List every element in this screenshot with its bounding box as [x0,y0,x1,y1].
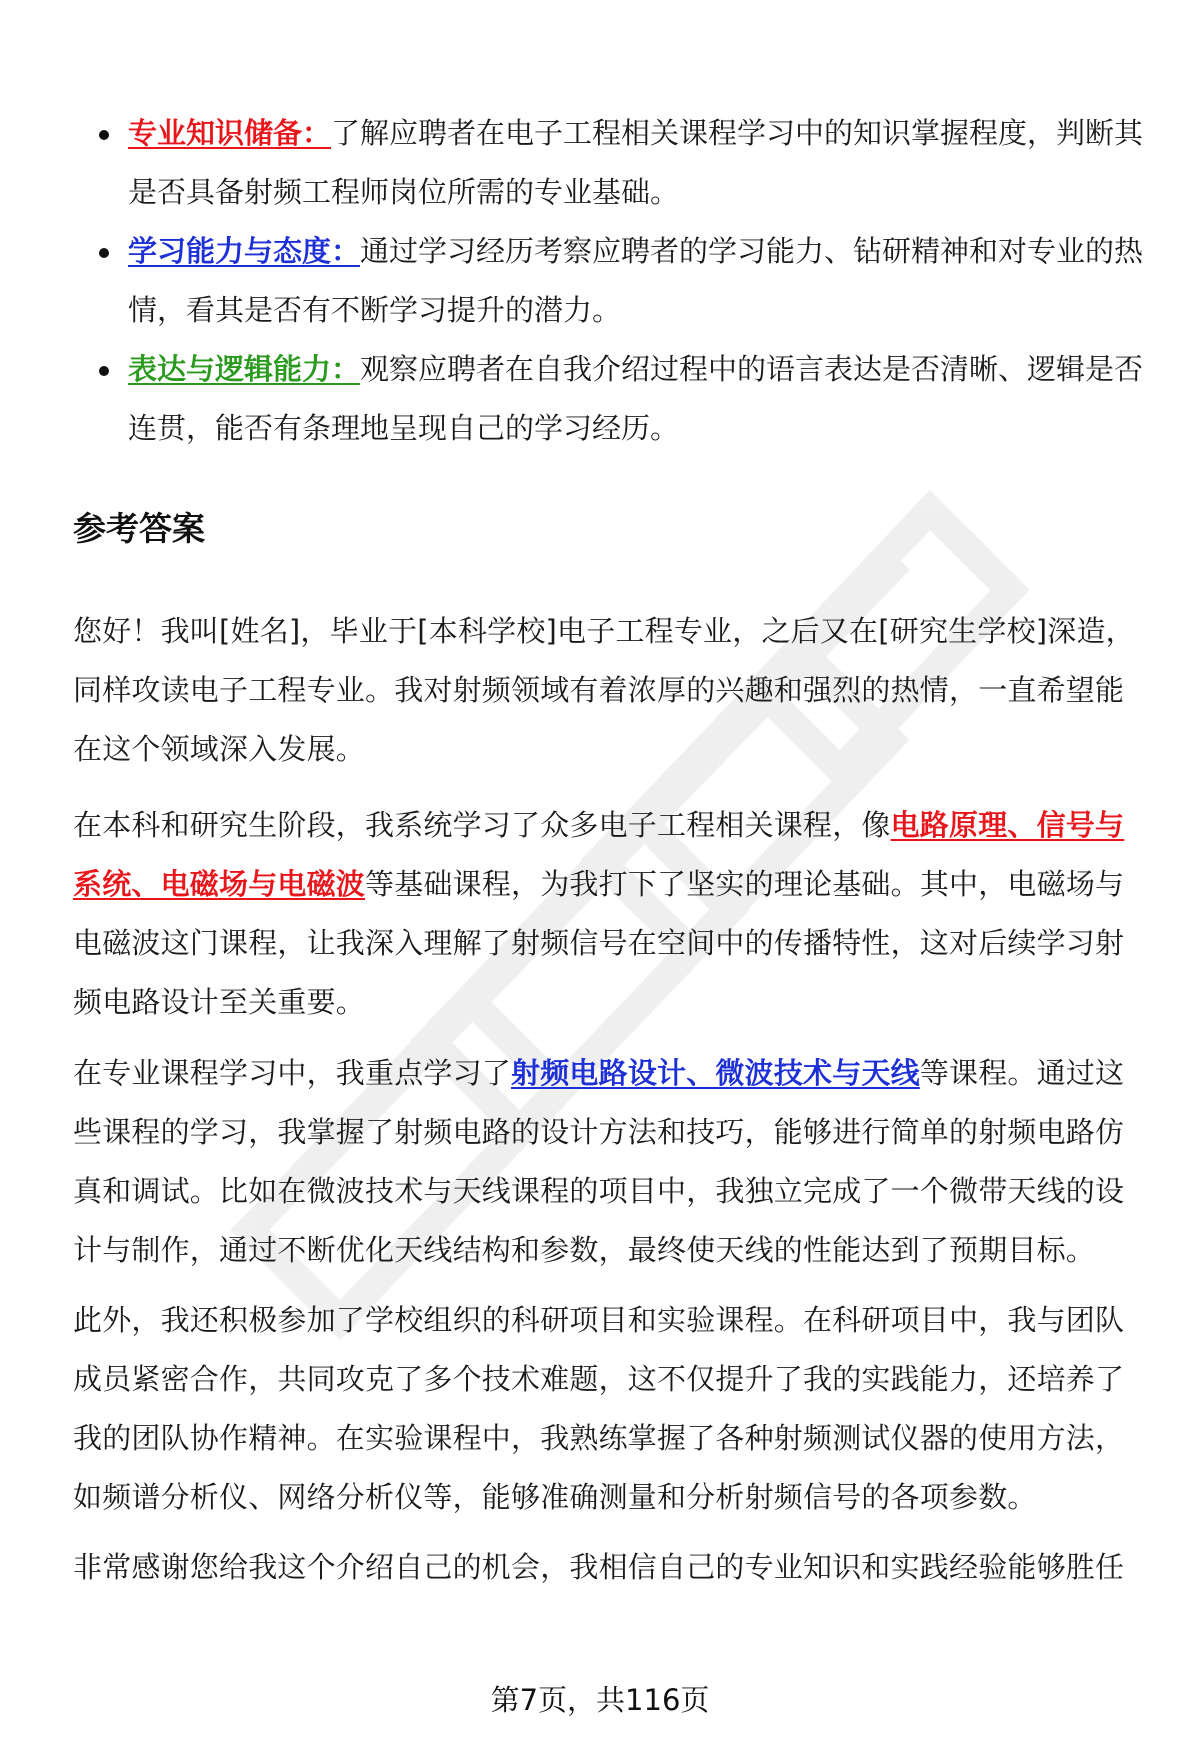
paragraph-rf-courses [73,1044,1145,1280]
list-item [73,340,1145,458]
paragraph-intro: 您好！我叫[姓名]，毕业于[本科学校]电子工程专业，之后又在[研究生学校]深造，同样攻读电子工程专业。我对射频领域有着浓厚的兴趣和强烈的热情，一直希望能在这个领域深入发展。 [73,614,1135,766]
criterion-label: 学习能力与态度： [128,234,361,268]
section-title: 参考答案 [73,509,205,548]
criterion-label: 表达与逻辑能力： [128,352,361,386]
paragraph-text: 在专业课程学习中，我重点学习了 [73,1056,512,1090]
paragraph-research: 此外，我还积极参加了学校组织的科研项目和实验课程。在科研项目中，我与团队成员紧密合作，共同攻克了多个技术难题，这不仅提升了我的实践能力，还培养了我的团队协作精神。在实验课程中，我熟练掌握了各种射频测试仪器的使用方法，如频谱分析仪、网络分析仪等，能够准确测量和分析射频信号的各项参数。 [73,1303,1125,1514]
paragraph-text: 等课程。通过这些课程的学习，我掌握了射频电路的设计方法和技巧，能够进行简单的射频电路仿真和调试。比如在微波技术与天线课程的项目中，我独立完成了一个微带天线的设计与制作，通过不断优化天线结构和参数，最终使天线的性能达到了预期目标。 [73,1056,1125,1267]
paragraph-text: 等基础课程，为我打下了坚实的理论基础。其中，电磁场与电磁波这门课程，让我深入理解了射频信号在空间中的传播特性，这对后续学习射频电路设计至关重要。 [73,867,1125,1019]
page-number: 第7页，共116页 [490,1683,710,1717]
criterion-text: 通过学习经历考察应聘者的学习能力、钻研精神和对专业的热情，看其是否有不断学习提升的潜力。 [128,234,1144,327]
document-page [73,104,1145,1584]
criterion-text: 观察应聘者在自我介绍过程中的语言表达是否清晰、逻辑是否连贯，能否有条理地呈现自己的学习经历。 [128,352,1144,445]
criterion-text: 了解应聘者在电子工程相关课程学习中的知识掌握程度，判断其是否具备射频工程师岗位所需的专业基础。 [128,116,1144,209]
highlight-basic-courses: 电路原理、信号与系统、电磁场与电磁波 [73,808,1125,901]
criteria-list [73,104,1145,458]
paragraph-courses [73,796,1145,1032]
list-item [73,104,1145,222]
criterion-label: 专业知识储备： [128,116,332,150]
paragraph-closing: 非常感谢您给我这个介绍自己的机会，我相信自己的专业知识和实践经验能够胜任 [73,1550,1125,1584]
bullet-icon [99,130,109,140]
bullet-icon [99,248,109,258]
bullet-icon [99,366,109,376]
highlight-rf-courses: 射频电路设计、微波技术与天线 [511,1056,920,1090]
paragraph-text: 在本科和研究生阶段，我系统学习了众多电子工程相关课程，像 [73,808,891,842]
list-item [73,222,1145,340]
